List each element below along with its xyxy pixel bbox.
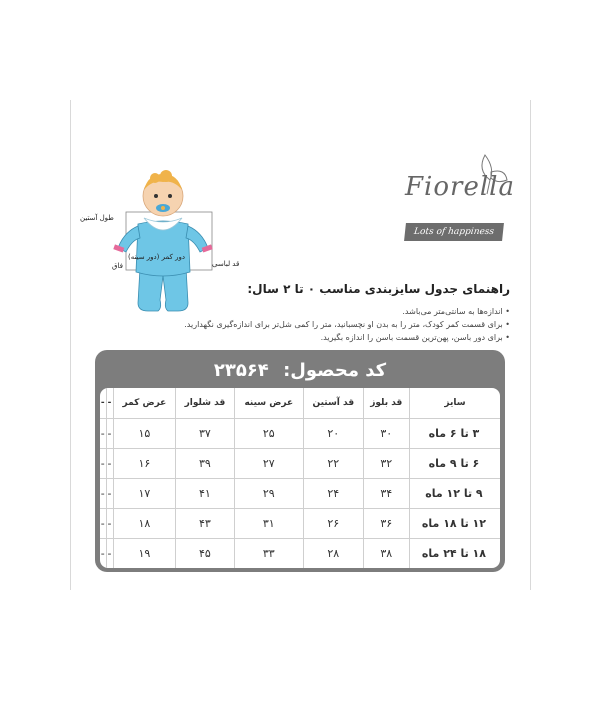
product-code-heading bbox=[95, 350, 505, 392]
table-cell: ۲۷ bbox=[234, 449, 303, 479]
table-cell: - bbox=[106, 509, 113, 539]
table-cell: - bbox=[106, 539, 113, 568]
table-cell: ۳۶ bbox=[363, 509, 409, 539]
table-header-row bbox=[100, 388, 500, 419]
table-row bbox=[100, 419, 500, 449]
table-cell: - bbox=[106, 479, 113, 509]
table-cell: ۳۱ bbox=[234, 509, 303, 539]
product-code-label: کد محصول: bbox=[283, 360, 387, 381]
table-cell: ۳۷ bbox=[175, 419, 233, 449]
table-cell: ۴۵ bbox=[175, 539, 233, 568]
size-table bbox=[100, 388, 500, 568]
table-cell: ۴۱ bbox=[175, 479, 233, 509]
table-cell: ۱۵ bbox=[113, 419, 176, 449]
table-cell: - bbox=[100, 419, 106, 449]
table-cell: ۳۲ bbox=[363, 449, 409, 479]
table-cell: ۱۸ bbox=[113, 509, 176, 539]
table-cell: ۳۰ bbox=[363, 419, 409, 449]
table-cell: - bbox=[106, 449, 113, 479]
brand-logo-text: Fiorella bbox=[405, 172, 515, 202]
header-cell: عرض کمر bbox=[113, 388, 176, 419]
header-cell: قد بلوز bbox=[363, 388, 409, 419]
table-cell: ۱۹ bbox=[113, 539, 176, 568]
header-cell: - bbox=[106, 388, 113, 419]
crotch-label: فاق bbox=[112, 262, 123, 270]
table-row bbox=[100, 479, 500, 509]
table-cell: ۲۹ bbox=[234, 479, 303, 509]
table-cell: - bbox=[100, 479, 106, 509]
header-cell: سایز bbox=[409, 388, 500, 419]
table-cell: ۳۴ bbox=[363, 479, 409, 509]
baby-onesie-illustration bbox=[108, 168, 218, 318]
table-row bbox=[100, 509, 500, 539]
table-cell: ۲۵ bbox=[234, 419, 303, 449]
table-row bbox=[100, 539, 500, 568]
table-cell: - bbox=[100, 509, 106, 539]
sleeve-length-label: طول آستین bbox=[80, 214, 114, 222]
garment-length-label: قد لباسی bbox=[212, 260, 240, 268]
table-cell: ۴۳ bbox=[175, 509, 233, 539]
table-row bbox=[100, 449, 500, 479]
chest-waist-label: دور کمر (دور سینه) bbox=[128, 253, 185, 261]
size-cell: ۶ تا ۹ ماه bbox=[409, 449, 500, 479]
table-cell: ۲۴ bbox=[303, 479, 363, 509]
guide-note-1: • اندازه‌ها به سانتی‌متر می‌باشد. bbox=[402, 307, 510, 316]
table-cell: - bbox=[100, 449, 106, 479]
guide-title: راهنمای جدول سایزبندی مناسب ۰ تا ۲ سال: bbox=[247, 282, 510, 296]
table-cell: - bbox=[106, 419, 113, 449]
table-cell: ۱۷ bbox=[113, 479, 176, 509]
table-cell: - bbox=[100, 547, 105, 560]
header-cell: قد آستین bbox=[303, 388, 363, 419]
table-cell: ۳۳ bbox=[234, 539, 303, 568]
table-cell: ۳۸ bbox=[363, 539, 409, 568]
frame-right-line bbox=[530, 100, 531, 590]
table-cell: ۲۰ bbox=[303, 419, 363, 449]
size-cell: ۱۲ تا ۱۸ ماه bbox=[409, 509, 500, 539]
frame-left-line bbox=[70, 100, 71, 590]
table-cell: ۳۹ bbox=[175, 449, 233, 479]
product-code-value: ۲۳۵۶۴ bbox=[213, 360, 269, 381]
size-cell: ۳ تا ۶ ماه bbox=[409, 419, 500, 449]
guide-note-3: • برای دور باسن، پهن‌ترین قسمت باسن را اندازه بگیرید. bbox=[320, 333, 510, 342]
table-cell: ۲۶ bbox=[303, 509, 363, 539]
table-cell: ۱۶ bbox=[113, 449, 176, 479]
size-cell: ۹ تا ۱۲ ماه bbox=[409, 479, 500, 509]
header-cell: - bbox=[100, 388, 106, 419]
size-cell: ۱۸ تا ۲۴ ماه bbox=[409, 539, 500, 568]
table-cell: ۲۸ bbox=[303, 539, 363, 568]
guide-note-2: • برای قسمت کمر کودک، متر را به بدن او نچسبانید، متر را کمی شل‌تر برای اندازه‌گیری نگهدارید. bbox=[184, 320, 510, 329]
brand-tagline: Lots of happiness bbox=[404, 223, 504, 241]
header-cell: عرض سینه bbox=[234, 388, 303, 419]
size-table-panel bbox=[95, 350, 505, 572]
header-cell: قد شلوار bbox=[175, 388, 233, 419]
table-cell: ۲۲ bbox=[303, 449, 363, 479]
